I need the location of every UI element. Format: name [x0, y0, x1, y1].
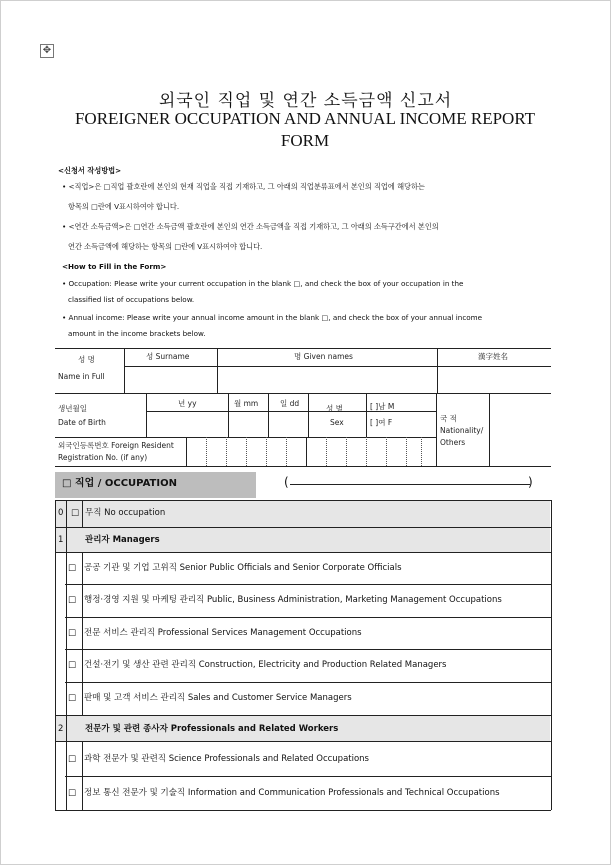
occupation-paren-close: )	[528, 475, 533, 489]
checkbox-business-admin[interactable]: □	[68, 595, 77, 605]
dob-month-field[interactable]	[229, 412, 267, 436]
checkbox-senior-officials[interactable]: □	[68, 563, 77, 573]
surname-field[interactable]	[125, 367, 216, 392]
sex-label-en: Sex	[330, 418, 344, 427]
instruction-ko-1a: • <직업>은 □직업 괄호란에 본인의 현재 직업을 직접 기재하고, 그 아래의 직업분류표에서 본인의 직업에 해당하는	[62, 182, 425, 191]
nationality-label-en-2: Others	[440, 438, 466, 447]
occupation-group-professionals: 전문가 및 관련 종사자 Professionals and Related Workers	[85, 724, 339, 734]
hanja-name-field[interactable]	[438, 367, 550, 392]
dob-year-field[interactable]	[147, 412, 227, 436]
registration-label-2: Registration No. (if any)	[58, 453, 148, 462]
checkbox-ict-professionals[interactable]: □	[68, 788, 77, 798]
sex-female-checkbox[interactable]: [ ]여 F	[370, 418, 393, 427]
dob-label-en: Date of Birth	[58, 418, 106, 427]
occupation-label-no-occupation: 무직 No occupation	[85, 508, 166, 518]
occupation-label-business-admin: 행정·경영 지원 및 마케팅 관리직 Public, Business Administration, Marketing Management Occupations	[84, 595, 502, 605]
dob-day-field[interactable]	[269, 412, 307, 436]
surname-label: 성 Surname	[146, 352, 190, 361]
nationality-label-en-1: Nationality/	[440, 426, 484, 435]
registration-label-1: 외국인등록번호 Foreign Resident	[58, 441, 174, 450]
occupation-label-sales-managers: 판매 및 고객 서비스 관리직 Sales and Customer Service Managers	[84, 693, 352, 703]
checkbox-professional-services[interactable]: □	[68, 628, 77, 638]
checkbox-sales-managers[interactable]: □	[68, 693, 77, 703]
occupation-code-1: 1	[58, 535, 64, 545]
checkbox-construction-managers[interactable]: □	[68, 660, 77, 670]
occupation-title: □ 직업 / OCCUPATION	[62, 478, 177, 489]
checkbox-science-professionals[interactable]: □	[68, 754, 77, 764]
occupation-label-senior-officials: 공공 기관 및 기업 고위직 Senior Public Officials and Senior Corporate Officials	[84, 563, 402, 573]
instruction-en-1a: • Occupation: Please write your current occupation in the blank □, and check the box of your occupation in the	[62, 279, 464, 288]
occupation-group-managers: 관리자 Managers	[85, 535, 160, 545]
dob-day-label: 일 dd	[280, 399, 300, 408]
occupation-code-0: 0	[58, 508, 64, 518]
instructions-heading-en: <How to Fill in the Form>	[62, 262, 167, 271]
nationality-label-ko: 국 적	[440, 414, 457, 423]
occupation-label-professional-services: 전문 서비스 관리직 Professional Services Management Occupations	[84, 628, 362, 638]
occupation-paren-open: (	[284, 475, 289, 489]
instruction-ko-2b: 연간 소득금액에 해당하는 항목의 □란에 V표시하여야 합니다.	[68, 242, 263, 251]
instructions-heading-ko: <신청서 작성방법>	[58, 166, 122, 175]
occupation-label-science-professionals: 과학 전문가 및 관련직 Science Professionals and Related Occupations	[84, 754, 369, 764]
dob-month-label: 월 mm	[234, 399, 259, 408]
checkbox-no-occupation[interactable]: □	[71, 508, 80, 518]
name-label-ko: 성 명	[78, 355, 95, 364]
dob-year-label: 년 yy	[178, 399, 197, 408]
occupation-write-in-field[interactable]	[290, 484, 530, 485]
registration-number-field[interactable]	[187, 438, 435, 465]
form-title-english: FOREIGNER OCCUPATION AND ANNUAL INCOME REPORT FORM	[74, 109, 536, 150]
given-names-label: 명 Given names	[294, 352, 353, 361]
sex-label-ko: 성 별	[326, 404, 343, 413]
occupation-code-2: 2	[58, 724, 64, 734]
dob-label-ko: 생년월일	[58, 404, 87, 413]
name-label-en: Name in Full	[58, 372, 105, 381]
sex-male-checkbox[interactable]: [ ]남 M	[370, 402, 395, 411]
form-title-korean: 외국인 직업 및 연간 소득금액 신고서	[158, 91, 453, 111]
instruction-en-1b: classified list of occupations below.	[68, 295, 195, 304]
instruction-ko-2a: • <연간 소득금액>은 □연간 소득금액 괄호란에 본인의 연간 소득금액을 직접 기재하고, 그 아래의 소득구간에서 본인의	[62, 222, 439, 231]
instruction-en-2b: amount in the income brackets below.	[68, 329, 206, 338]
instruction-ko-1b: 항목의 □란에 V표시하여야 합니다.	[68, 202, 180, 211]
move-handle-icon[interactable]: ✥	[40, 44, 54, 58]
hanja-name-label: 漢字姓名	[478, 352, 508, 361]
instruction-en-2a: • Annual income: Please write your annual income amount in the blank □, and check the box of your annual income	[62, 313, 483, 322]
occupation-label-ict-professionals: 정보 통신 전문가 및 기술직 Information and Communication Professionals and Technical Occupations	[84, 788, 500, 798]
given-names-field[interactable]	[218, 367, 436, 392]
nationality-field[interactable]	[490, 394, 550, 465]
occupation-label-construction-managers: 건설·전기 및 생산 관련 관리직 Construction, Electricity and Production Related Managers	[84, 660, 447, 670]
